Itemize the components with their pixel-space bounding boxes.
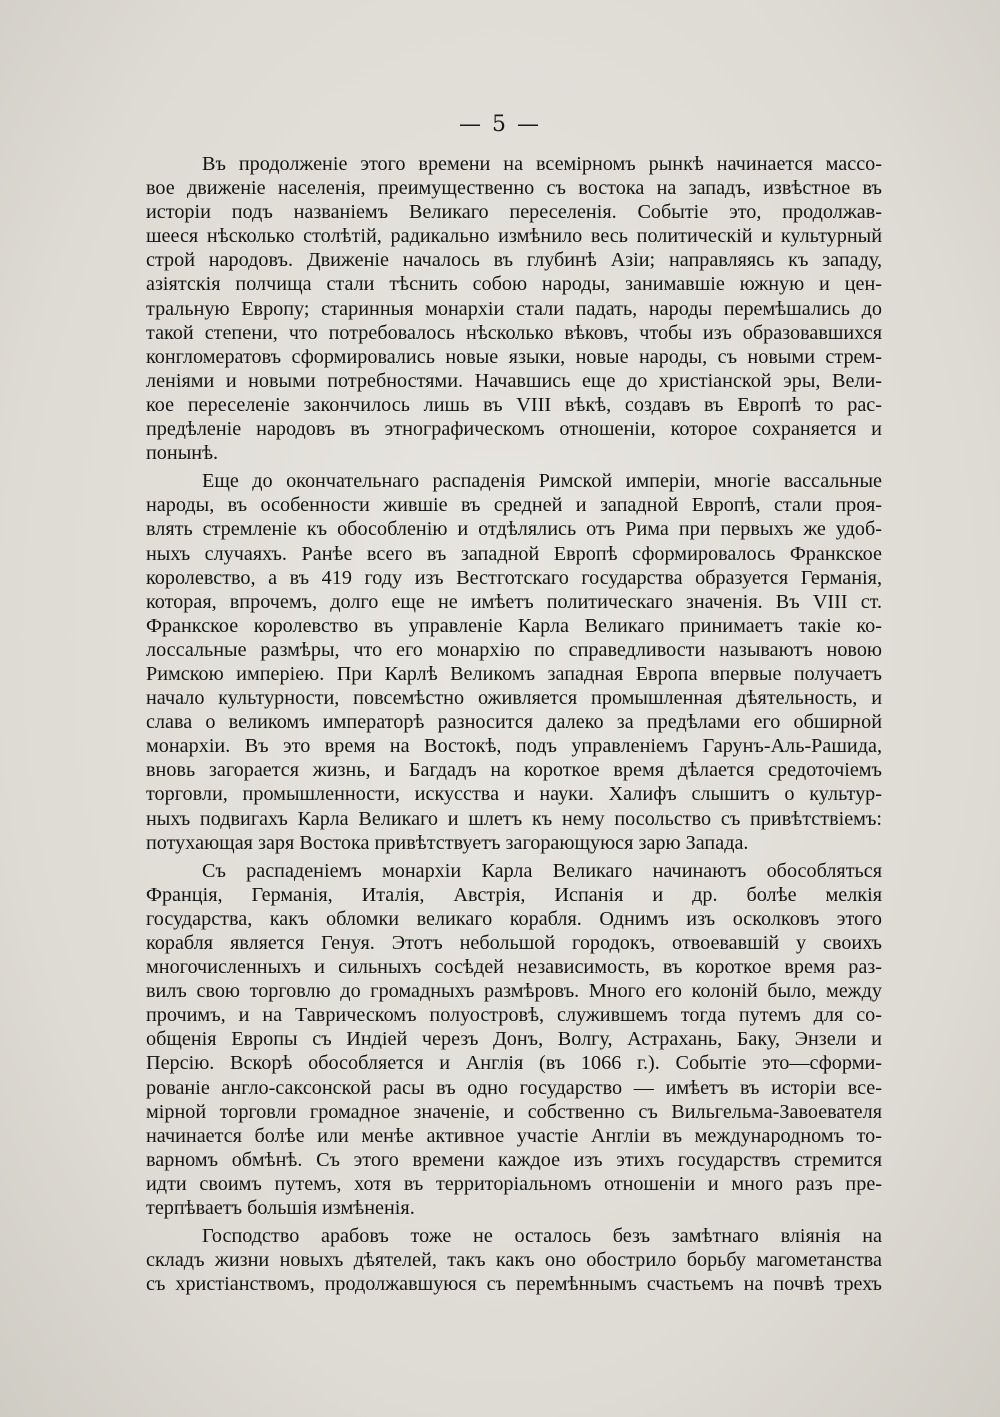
text-line: корабля является Генуя. Этотъ небольшой городокъ, отвоевавшій у своихъ	[146, 932, 882, 954]
text-line: тральную Европу; старинныя монархіи стали падать, народы перемѣшались до	[146, 297, 882, 320]
text-line: Персію. Вскорѣ обособляется и Англія (въ 1066 г.). Событіе это—сформи-	[146, 1052, 882, 1075]
text-line: общенія Европы съ Индіей черезъ Донъ, Волгу, Астрахань, Баку, Энзели и	[146, 1028, 882, 1051]
text-line: ныхъ случаяхъ. Ранѣе всего въ западной Европѣ сформировалось Франкское	[146, 542, 882, 565]
text-line: которая, впрочемъ, долго еще не имѣетъ политическаго значенія. Въ VIII ст.	[146, 590, 882, 613]
text-line: терпѣваетъ большія измѣненія.	[146, 1197, 415, 1220]
text-line: предѣленіе народовъ въ этнографическомъ отношеніи, которое сохраняется и	[146, 418, 882, 441]
text-line: Римскою имперіею. При Карлѣ Великомъ западная Европа впервые получаетъ	[146, 662, 882, 685]
page-number: — 5 —	[459, 112, 541, 137]
text-line: конгломератовъ сформировались новые языки, новые народы, съ новыми стрем-	[146, 345, 882, 368]
text-line: понынѣ.	[146, 442, 219, 465]
text-line: королевство, а въ 419 году изъ Вестготскаго государства образуется Германія,	[146, 566, 882, 589]
paragraph	[146, 859, 882, 1220]
text-line: Съ распаденіемъ монархіи Карла Великаго начинаютъ обособляться	[202, 859, 882, 882]
text-line: потухающая заря Востока привѣтствуетъ загорающуюся зарю Запада.	[146, 831, 749, 854]
text-line: такой степени, что потребовалось нѣсколько вѣковъ, чтобы изъ образовавшихся	[146, 321, 882, 344]
text-line: съ христіанствомъ, продолжавшуюся съ перемѣннымъ счастьемъ на почвѣ трехъ	[146, 1273, 882, 1296]
paragraph	[146, 1224, 882, 1296]
text-line: складъ жизни новыхъ дѣятелей, такъ какъ оно обострило борьбу магометанства	[146, 1249, 882, 1272]
text-line: ныхъ подвигахъ Карла Великаго и шлетъ къ нему посольство съ привѣтствіемъ:	[146, 807, 882, 830]
text-line: влять стремленіе къ обособленію и отдѣлялись отъ Рима при первыхъ же удоб-	[146, 518, 882, 541]
text-line: Въ продолженіе этого времени на всемірномъ рынкѣ начинается массо-	[202, 153, 882, 175]
text-line: леніями и новыми потребностями. Начавшись еще до христіанской эры, Вели-	[146, 369, 882, 392]
text-line: монархіи. Въ это время на Востокѣ, подъ управленіемъ Гарунъ-Аль-Рашида,	[146, 735, 882, 758]
text-line: кое переселеніе закончилось лишь въ VIII вѣкѣ, создавъ въ Европѣ то рас-	[146, 393, 882, 416]
text-line: строй народовъ. Движеніе началось въ глубинѣ Азіи; направляясь къ западу,	[146, 249, 882, 272]
text-line: варномъ обмѣнѣ. Съ этого времени каждое изъ этихъ государствъ стремится	[146, 1148, 882, 1171]
text-line: Франція, Германія, Италія, Австрія, Испанія и др. болѣе мелкія	[146, 883, 882, 906]
text-line: начало культурности, повсемѣстно оживляется промышленная дѣятельность, и	[146, 687, 882, 710]
text-line: вое движеніе населенія, преимущественно съ востока на западъ, извѣстное въ	[146, 177, 882, 200]
text-line: идти своимъ путемъ, хотя въ территоріальномъ отношеніи и много разъ пре-	[146, 1172, 882, 1195]
text-line: торговли, промышленности, искусства и науки. Халифъ слышитъ о культур-	[146, 783, 882, 806]
text-line: шееся нѣсколько столѣтій, радикально измѣнило весь политическій и культурный	[146, 225, 882, 248]
text-line: прочимъ, и на Таврическомъ полуостровѣ, служившемъ тогда путемъ для со-	[146, 1004, 882, 1027]
paragraph	[146, 152, 882, 465]
text-line: Господство арабовъ тоже не осталось безъ замѣтнаго вліянія на	[202, 1225, 882, 1248]
text-line: исторіи подъ названіемъ Великаго переселенія. Событіе это, продолжав-	[146, 201, 882, 224]
text-line: многочисленныхъ и сильныхъ сосѣдей независимость, въ короткое время раз-	[146, 956, 882, 979]
text-line: вновь загорается жизнь, и Багдадъ на короткое время дѣлается средоточіемъ	[146, 759, 882, 782]
text-line: начинается болѣе или менѣе активное участіе Англіи въ международномъ то-	[146, 1124, 882, 1147]
text-line: государства, какъ обломки великаго корабля. Однимъ изъ осколковъ этого	[146, 907, 882, 930]
body-text	[146, 152, 882, 1296]
text-line: мірной торговли громадное значеніе, и собственно съ Вильгельма-Завоевателя	[146, 1100, 882, 1123]
text-line: вилъ свою торговлю до громадныхъ размѣровъ. Много его колоній было, между	[146, 980, 882, 1003]
paragraph	[146, 469, 882, 855]
text-line: Франкское королевство въ управленіе Карла Великаго принимаетъ такіе ко-	[146, 614, 882, 637]
text-line: лоссальные размѣры, что его монархію по справедливости называютъ новою	[146, 638, 882, 661]
text-line: азіятскія полчища стали тѣснить собою народы, занимавшіе южную и цен-	[146, 273, 882, 296]
text-line: рованіе англо-саксонской расы въ одно государство — имѣетъ въ исторіи все-	[146, 1076, 882, 1099]
text-line: слава о великомъ императорѣ разносится далеко за предѣлами его обширной	[146, 711, 882, 734]
text-line: народы, въ особенности жившіе въ средней и западной Европѣ, стали проя-	[146, 494, 882, 517]
text-line: Еще до окончательнаго распаденія Римской имперіи, многіе вассальные	[202, 470, 882, 493]
